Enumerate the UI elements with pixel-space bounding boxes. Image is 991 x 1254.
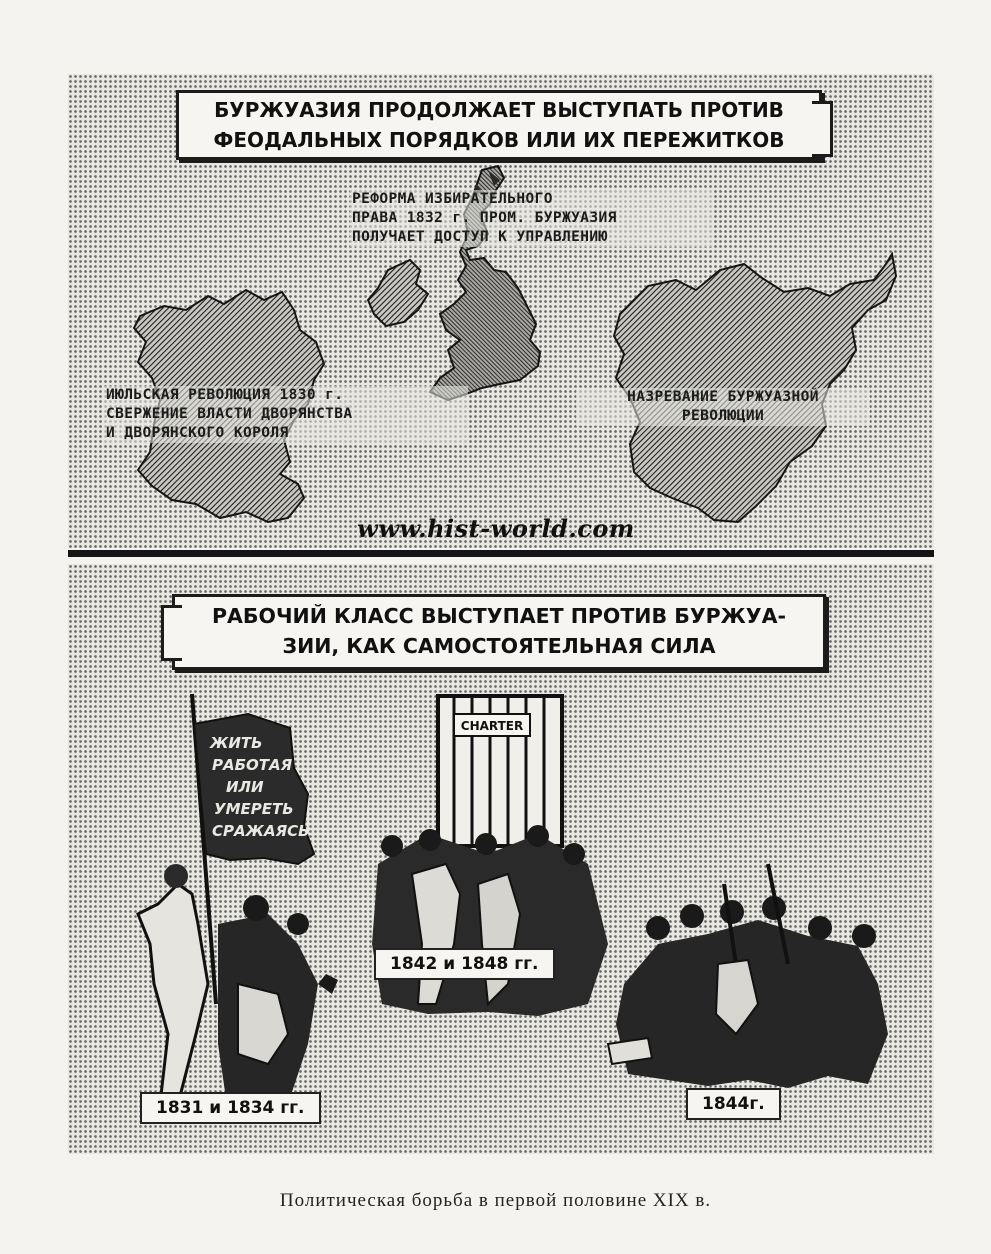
label-line: СВЕРЖЕНИЕ ВЛАСТИ ДВОРЯНСТВА bbox=[106, 406, 353, 422]
ireland-map bbox=[368, 260, 428, 326]
poster bbox=[68, 74, 934, 1154]
flag-text: СРАЖАЯСЬ bbox=[212, 822, 310, 840]
date-label-silesia: 1844г. bbox=[686, 1088, 781, 1120]
flag-text: УМЕРЕТЬ bbox=[214, 800, 294, 818]
label-line: ИЮЛЬСКАЯ РЕВОЛЮЦИЯ 1830 г. bbox=[106, 387, 344, 403]
lyon-uprising-scene bbox=[138, 694, 338, 1112]
label-line: РЕВОЛЮЦИИ bbox=[681, 408, 765, 424]
france-label bbox=[104, 386, 468, 443]
germany-label bbox=[576, 388, 870, 426]
label-line: ПРАВА 1832 г. ПРОМ. БУРЖУАЗИЯ bbox=[352, 210, 617, 226]
silesian-weavers-scene bbox=[608, 864, 888, 1088]
panel-divider bbox=[68, 550, 934, 557]
date-label-chartists: 1842 и 1848 гг. bbox=[374, 948, 555, 980]
banner-scroll-end bbox=[161, 605, 182, 661]
banner-line: ФЕОДАЛЬНЫХ ПОРЯДКОВ ИЛИ ИХ ПЕРЕЖИТКОВ bbox=[213, 128, 785, 152]
banner-working-class bbox=[172, 594, 826, 670]
label-line: И ДВОРЯНСКОГО КОРОЛЯ bbox=[106, 425, 289, 441]
flag-text: ЖИТЬ bbox=[210, 734, 263, 752]
flag-text: РАБОТАЯ bbox=[212, 756, 293, 774]
date-label-lyon: 1831 и 1834 гг. bbox=[140, 1092, 321, 1124]
banner-scroll-end bbox=[812, 101, 833, 157]
banner-line: РАБОЧИЙ КЛАСС ВЫСТУПАЕТ ПРОТИВ БУРЖУА- bbox=[212, 604, 786, 628]
charter-sign: CHARTER bbox=[460, 719, 524, 733]
banner-line: БУРЖУАЗИЯ ПРОДОЛЖАЕТ ВЫСТУПАТЬ ПРОТИВ bbox=[214, 98, 784, 122]
figure-caption: Политическая борьба в первой половине XIX в. bbox=[279, 1190, 712, 1211]
flag-text: ИЛИ bbox=[226, 778, 264, 796]
banner-bourgeoisie bbox=[176, 90, 822, 160]
label-line: РЕФОРМА ИЗБИРАТЕЛЬНОГО bbox=[352, 191, 553, 207]
banner-line: ЗИИ, КАК САМОСТОЯТЕЛЬНАЯ СИЛА bbox=[282, 634, 716, 658]
england-label bbox=[350, 190, 714, 247]
top-panel bbox=[68, 74, 934, 548]
label-line: ПОЛУЧАЕТ ДОСТУП К УПРАВЛЕНИЮ bbox=[352, 229, 608, 245]
bottom-panel bbox=[68, 564, 934, 1154]
watermark: www.hist-world.com bbox=[357, 514, 635, 543]
label-line: НАЗРЕВАНИЕ БУРЖУАЗНОЙ bbox=[627, 389, 819, 405]
